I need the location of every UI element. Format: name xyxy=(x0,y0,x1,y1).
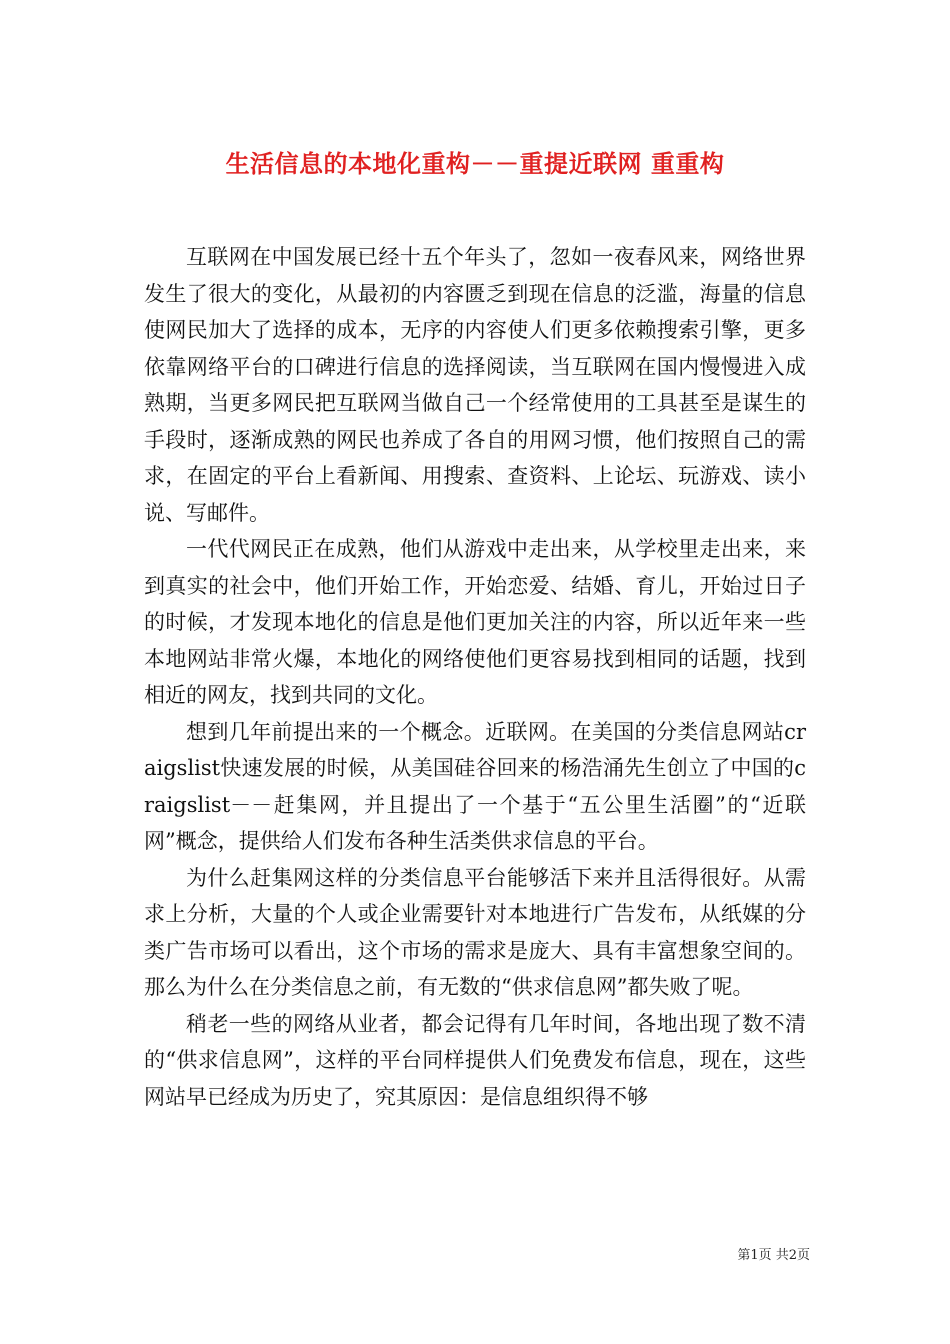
paragraph-4: 为什么赶集网这样的分类信息平台能够活下来并且活得很好。从需求上分析，大量的个人或企业需要针对本地进行广告发布，从纸媒的分类广告市场可以看出，这个市场的需求是庞大、具有丰富想象空间的。那么为什么在分类信息之前，有无数的“供求信息网”都失败了呢。 xyxy=(144,865,806,999)
page-number-footer: 第1页 共2页 xyxy=(737,1248,810,1263)
paragraph-5: 稍老一些的网络从业者，都会记得有几年时间，各地出现了数不清的“供求信息网”，这样的平台同样提供人们免费发布信息，现在，这些网站早已经成为历史了，究其原因：是信息组织得不够 xyxy=(144,1011,806,1109)
paragraph-2: 一代代网民正在成熟，他们从游戏中走出来，从学校里走出来，来到真实的社会中，他们开始工作，开始恋爱、结婚、育儿，开始过日子的时候，才发现本地化的信息是他们更加关注的内容，所以近年来一些本地网站非常火爆，本地化的网络使他们更容易找到相同的话题，找到相近的网友，找到共同的文化。 xyxy=(144,537,806,707)
document-title: 生活信息的本地化重构－－重提近联网 重重构 xyxy=(225,149,725,179)
paragraph-3: 想到几年前提出来的一个概念。近联网。在美国的分类信息网站craigslist快速发展的时候，从美国硅谷回来的杨浩涌先生创立了中国的craigslist－－赶集网，并且提出了一个基于“五公里生活圈”的“近联网”概念，提供给人们发布各种生活类供求信息的平台。 xyxy=(144,719,806,853)
document-body xyxy=(144,239,806,1115)
paragraph-1: 互联网在中国发展已经十五个年头了，忽如一夜春风来，网络世界发生了很大的变化，从最初的内容匮乏到现在信息的泛滥，海量的信息使网民加大了选择的成本，无序的内容使人们更多依赖搜索引擎，更多依靠网络平台的口碑进行信息的选择阅读，当互联网在国内慢慢进入成熟期，当更多网民把互联网当做自己一个经常使用的工具甚至是谋生的手段时，逐渐成熟的网民也养成了各自的用网习惯，他们按照自己的需求，在固定的平台上看新闻、用搜索、查资料、上论坛、玩游戏、读小说、写邮件。 xyxy=(144,245,806,525)
